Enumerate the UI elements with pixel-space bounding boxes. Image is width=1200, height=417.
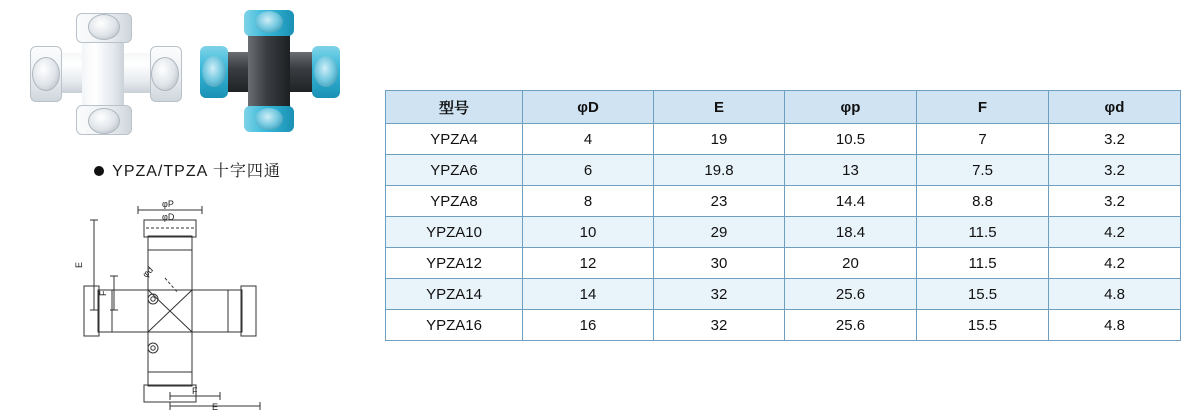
- drawing-label-e-bottom: E: [212, 402, 219, 410]
- table-row: [386, 186, 1181, 217]
- col-header-phi-d: φD: [523, 91, 654, 124]
- cell-f: 15.5: [917, 279, 1049, 310]
- product-caption: [0, 158, 375, 181]
- col-header-phi-dd: φd: [1049, 91, 1181, 124]
- cell-model: YPZA8: [386, 186, 523, 217]
- drawing-label-d-upper: φD: [162, 212, 175, 222]
- drawing-label-p: φP: [162, 199, 174, 209]
- spec-table: [385, 90, 1181, 341]
- cell-f: 7: [917, 124, 1049, 155]
- table-row: [386, 310, 1181, 341]
- cell-phi-d: 14: [523, 279, 654, 310]
- bullet-icon: [94, 166, 104, 176]
- cell-phi-d: 8: [523, 186, 654, 217]
- black-port-bottom: [255, 108, 283, 130]
- left-column: [0, 0, 375, 417]
- cell-phi-dd: 4.2: [1049, 248, 1181, 279]
- cell-model: YPZA16: [386, 310, 523, 341]
- product-caption-text: YPZA/TPZA 十字四通: [112, 163, 281, 180]
- cell-e: 23: [654, 186, 785, 217]
- cell-f: 8.8: [917, 186, 1049, 217]
- white-port-bottom: [88, 108, 120, 134]
- col-header-phi-p: φp: [785, 91, 917, 124]
- cell-f: 11.5: [917, 217, 1049, 248]
- cell-phi-p: 13: [785, 155, 917, 186]
- table-row: [386, 248, 1181, 279]
- cell-phi-d: 16: [523, 310, 654, 341]
- cell-model: YPZA10: [386, 217, 523, 248]
- cell-e: 29: [654, 217, 785, 248]
- product-photos: [20, 8, 360, 133]
- cell-f: 15.5: [917, 310, 1049, 341]
- cell-phi-dd: 3.2: [1049, 155, 1181, 186]
- cell-model: YPZA6: [386, 155, 523, 186]
- cell-e: 19: [654, 124, 785, 155]
- cell-e: 30: [654, 248, 785, 279]
- cell-phi-dd: 4.8: [1049, 279, 1181, 310]
- cell-e: 19.8: [654, 155, 785, 186]
- cell-phi-p: 14.4: [785, 186, 917, 217]
- col-header-f: F: [917, 91, 1049, 124]
- cell-model: YPZA4: [386, 124, 523, 155]
- table-row: [386, 217, 1181, 248]
- cell-f: 11.5: [917, 248, 1049, 279]
- black-port-left: [202, 56, 226, 87]
- cell-phi-d: 6: [523, 155, 654, 186]
- white-port-right: [151, 57, 179, 91]
- black-port-right: [314, 56, 338, 87]
- drawing-label-f-bottom: F: [192, 386, 198, 396]
- cell-phi-d: 12: [523, 248, 654, 279]
- cell-phi-dd: 3.2: [1049, 124, 1181, 155]
- drawing-label-d-small: φd: [140, 264, 156, 280]
- white-port-left: [32, 57, 60, 91]
- table-row: [386, 155, 1181, 186]
- white-port-top: [88, 14, 120, 40]
- cell-model: YPZA12: [386, 248, 523, 279]
- col-header-e: E: [654, 91, 785, 124]
- cell-f: 7.5: [917, 155, 1049, 186]
- technical-drawing: [70, 198, 320, 410]
- cell-e: 32: [654, 310, 785, 341]
- cell-e: 32: [654, 279, 785, 310]
- black-cross-fitting-image: [200, 10, 340, 132]
- col-header-model: 型号: [386, 91, 523, 124]
- cell-phi-p: 20: [785, 248, 917, 279]
- drawing-label-e-left: E: [74, 261, 84, 268]
- cell-model: YPZA14: [386, 279, 523, 310]
- spec-table-wrapper: [385, 90, 1180, 341]
- cell-phi-p: 25.6: [785, 310, 917, 341]
- table-row: [386, 124, 1181, 155]
- white-cross-fitting-image: [30, 13, 180, 131]
- cell-phi-p: 18.4: [785, 217, 917, 248]
- black-port-top: [255, 11, 283, 33]
- cell-phi-p: 25.6: [785, 279, 917, 310]
- drawing-label-f-left: F: [98, 290, 108, 296]
- cell-phi-p: 10.5: [785, 124, 917, 155]
- cell-phi-dd: 4.8: [1049, 310, 1181, 341]
- cell-phi-d: 4: [523, 124, 654, 155]
- table-header-row: [386, 91, 1181, 124]
- table-row: [386, 279, 1181, 310]
- cell-phi-dd: 4.2: [1049, 217, 1181, 248]
- cell-phi-d: 10: [523, 217, 654, 248]
- cell-phi-dd: 3.2: [1049, 186, 1181, 217]
